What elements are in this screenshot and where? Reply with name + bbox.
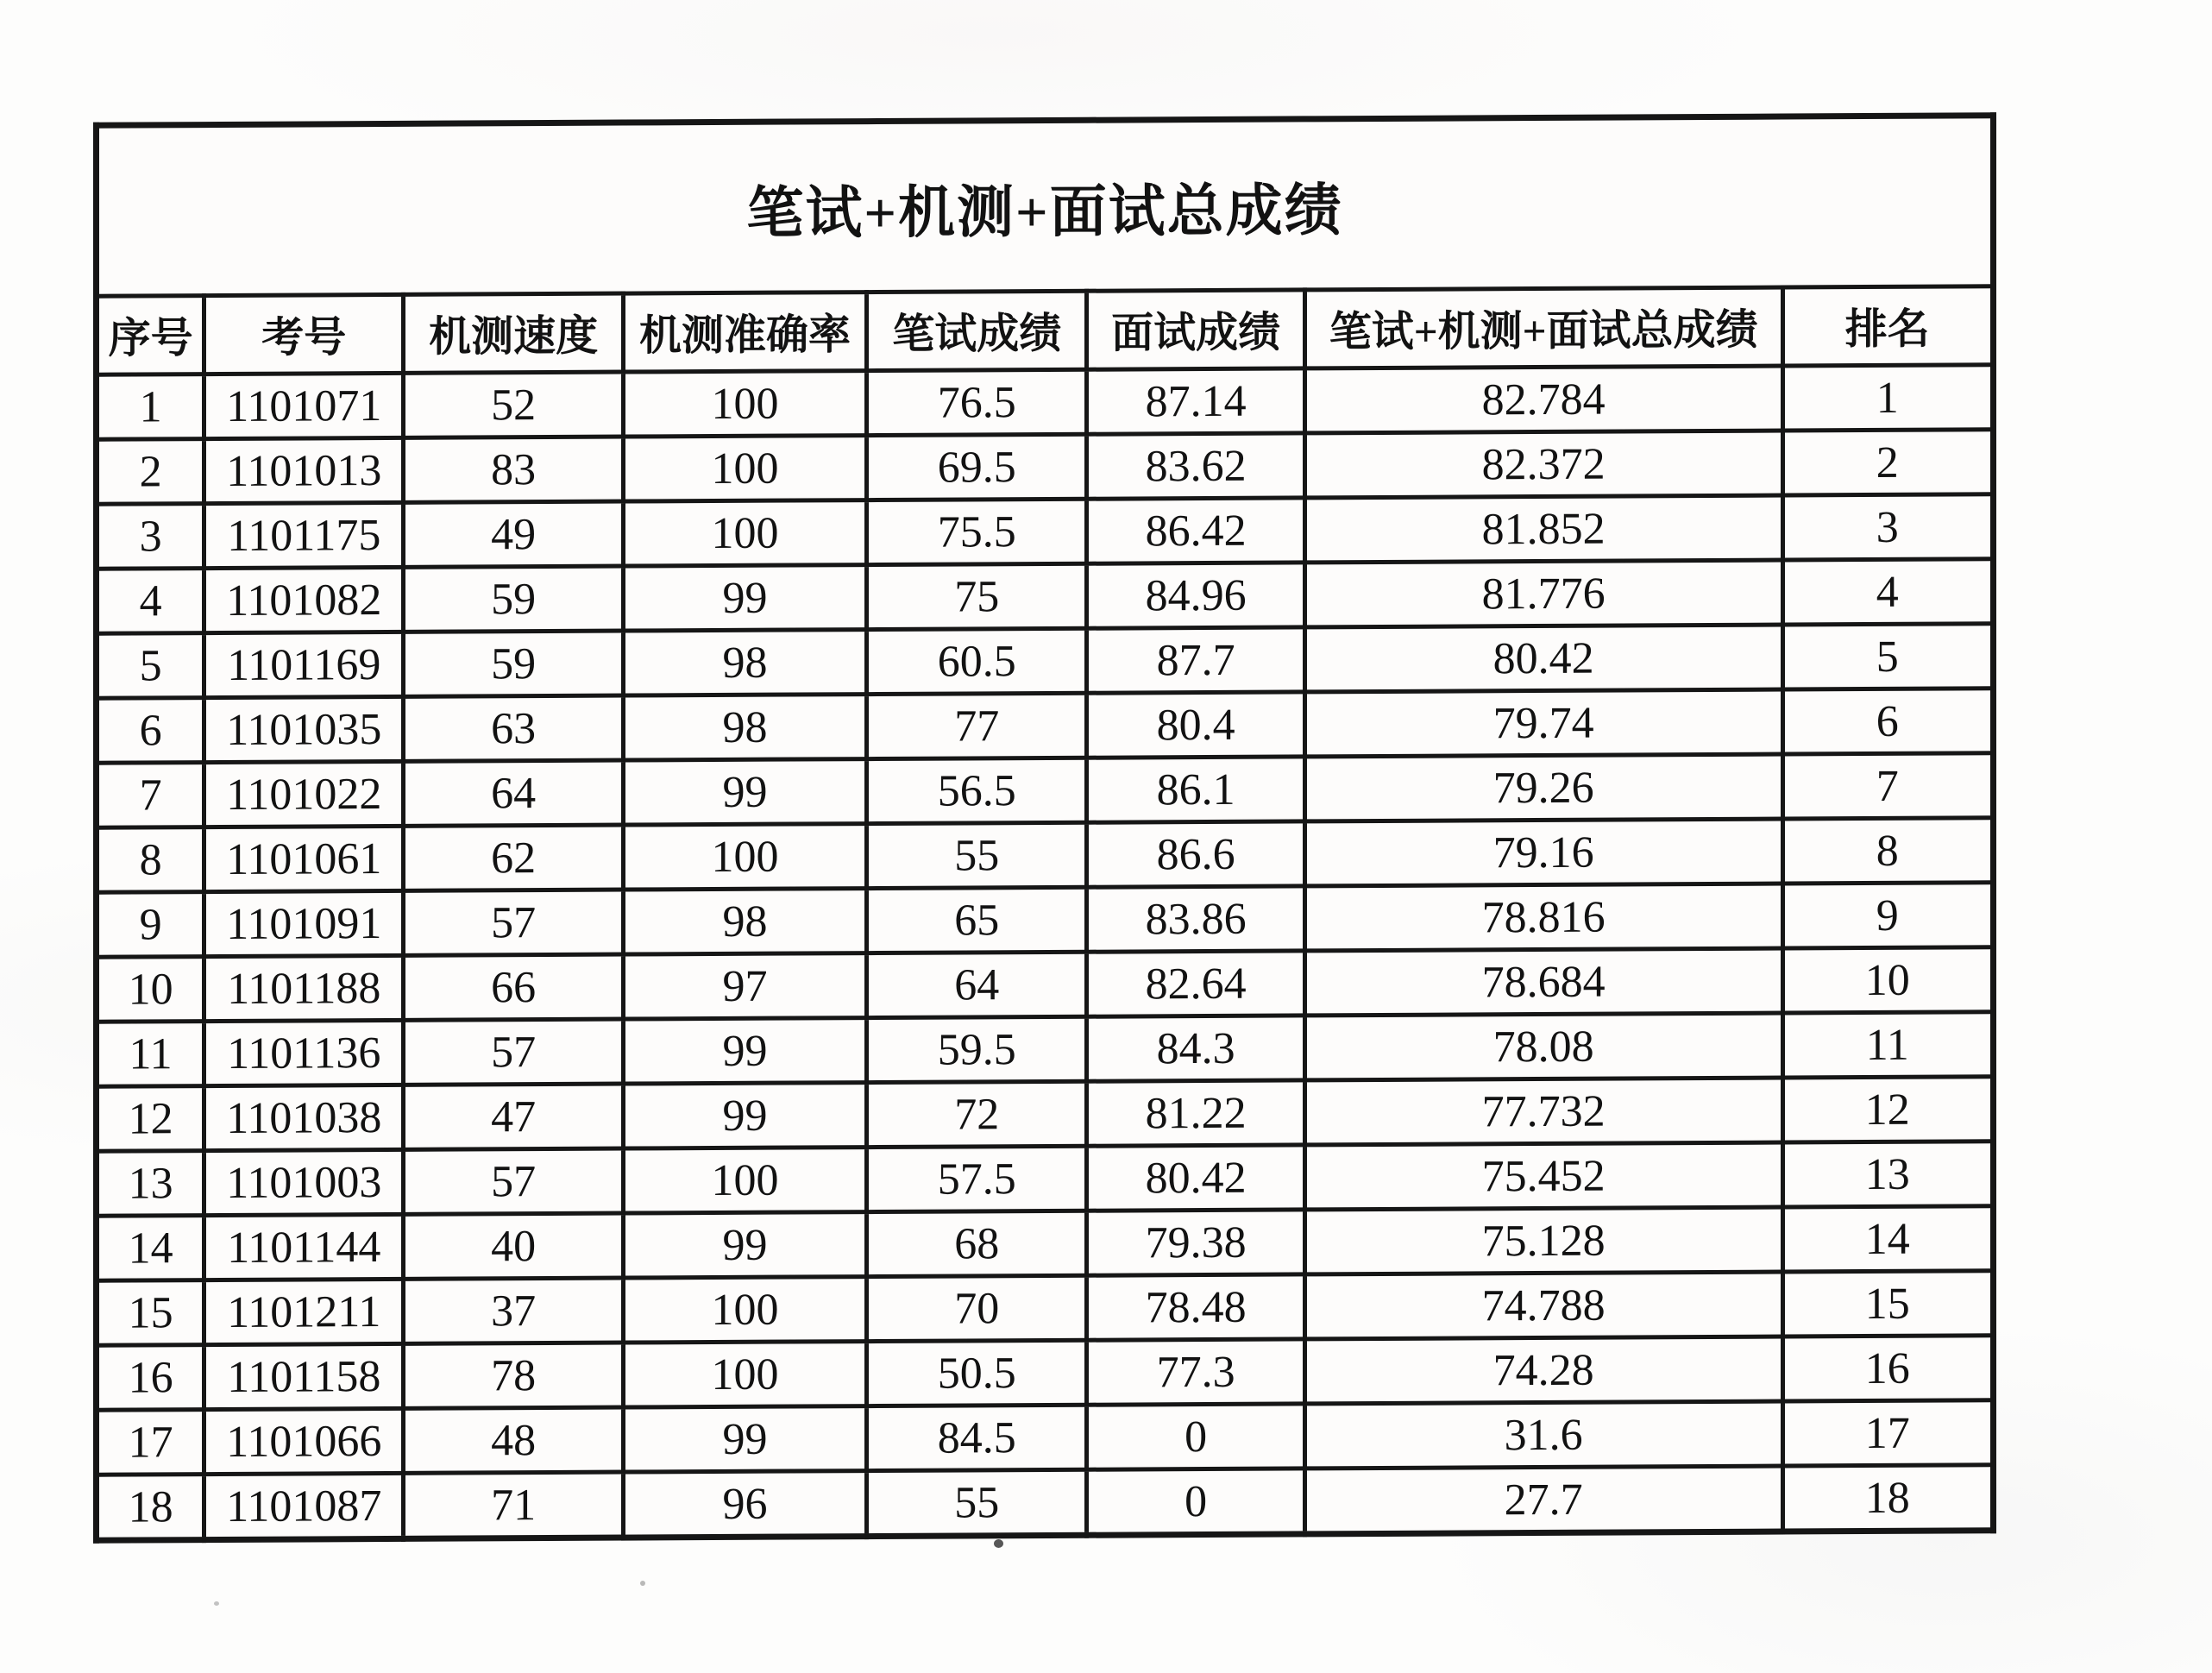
table-cell: 87.14 [1087, 368, 1304, 434]
table-cell: 16 [1782, 1336, 1993, 1401]
table-cell: 57 [404, 1019, 623, 1085]
table-cell: 2 [97, 439, 204, 505]
table-cell: 1101038 [204, 1085, 404, 1150]
table-cell: 82.784 [1304, 366, 1782, 433]
table-cell: 1101175 [204, 502, 404, 568]
table-cell: 98 [623, 695, 866, 760]
table-cell: 84.5 [867, 1405, 1087, 1470]
table-row [97, 1465, 1994, 1541]
table-row [97, 365, 1994, 440]
column-header: 面试成绩 [1087, 290, 1304, 369]
table-cell: 1 [97, 374, 204, 440]
table-cell: 78.684 [1304, 948, 1782, 1016]
table-cell: 11 [97, 1022, 204, 1087]
table-cell: 84.96 [1087, 563, 1304, 628]
table-cell: 86.42 [1087, 498, 1304, 563]
table-cell: 57 [404, 1148, 623, 1214]
table-cell: 7 [97, 763, 204, 828]
table-row [97, 624, 1994, 699]
table-cell: 100 [623, 1148, 866, 1213]
table-cell: 59 [404, 631, 623, 696]
column-header: 笔试+机测+面试总成绩 [1304, 287, 1782, 368]
table-cell: 1101188 [204, 955, 404, 1021]
table-cell: 59 [404, 566, 623, 632]
column-header: 序号 [97, 296, 204, 375]
table-cell: 83.62 [1087, 433, 1304, 499]
table-cell: 47 [404, 1084, 623, 1149]
table-cell: 78 [404, 1343, 623, 1408]
table-row [97, 883, 1994, 958]
header-row [97, 286, 1994, 375]
table-cell: 1 [1782, 365, 1993, 431]
table-cell: 1101087 [204, 1473, 404, 1539]
table-cell: 57.5 [867, 1146, 1087, 1211]
table-cell: 55 [867, 822, 1087, 888]
table-row [97, 1206, 1994, 1281]
table-cell: 97 [623, 953, 866, 1019]
table-cell: 14 [97, 1216, 204, 1281]
table-cell: 98 [623, 630, 866, 695]
table-cell: 75.452 [1304, 1142, 1782, 1210]
table-row [97, 494, 1994, 569]
table-cell: 59.5 [867, 1016, 1087, 1082]
table-cell: 71 [404, 1472, 623, 1538]
table-cell: 86.6 [1087, 821, 1304, 887]
table-cell: 1101158 [204, 1343, 404, 1409]
score-table-wrap [93, 112, 1996, 1544]
table-cell: 17 [97, 1410, 204, 1475]
table-cell: 72 [867, 1081, 1087, 1147]
ink-speck [214, 1601, 219, 1606]
table-cell: 17 [1782, 1400, 1993, 1466]
table-cell: 80.4 [1087, 692, 1304, 758]
table-cell: 99 [623, 565, 866, 631]
column-header: 机测速度 [404, 293, 623, 373]
title-row [97, 116, 1994, 297]
table-cell: 64 [867, 952, 1087, 1017]
table-row [97, 559, 1994, 634]
table-cell: 74.28 [1304, 1337, 1782, 1404]
table-cell: 100 [623, 824, 866, 890]
table-cell: 1101035 [204, 696, 404, 762]
table-cell: 80.42 [1087, 1145, 1304, 1211]
table-cell: 79.74 [1304, 689, 1782, 757]
table-cell: 40 [404, 1213, 623, 1279]
table-cell: 5 [97, 633, 204, 699]
table-row [97, 430, 1994, 505]
table-cell: 99 [623, 1018, 866, 1084]
table-cell: 75 [867, 563, 1087, 629]
table-cell: 68 [867, 1211, 1087, 1276]
table-cell: 98 [623, 889, 866, 954]
table-cell: 1101071 [204, 373, 404, 438]
table-row [97, 947, 1994, 1022]
table-row [97, 1142, 1994, 1217]
table-cell: 0 [1087, 1404, 1304, 1469]
table-cell: 60.5 [867, 628, 1087, 694]
table-cell: 63 [404, 695, 623, 761]
table-cell: 78.816 [1304, 884, 1782, 951]
table-cell: 2 [1782, 430, 1993, 495]
table-cell: 75.128 [1304, 1207, 1782, 1274]
table-cell: 3 [1782, 494, 1993, 560]
table-cell: 37 [404, 1278, 623, 1343]
table-cell: 6 [1782, 689, 1993, 754]
ink-speck [994, 1539, 1003, 1548]
table-cell: 64 [404, 760, 623, 826]
table-row [97, 1077, 1994, 1152]
table-cell: 52 [404, 372, 623, 437]
table-cell: 65 [867, 887, 1087, 953]
column-header: 排名 [1782, 286, 1993, 366]
table-cell: 82.64 [1087, 951, 1304, 1016]
table-cell: 70 [867, 1275, 1087, 1341]
table-cell: 75.5 [867, 499, 1087, 564]
table-cell: 1101003 [204, 1149, 404, 1215]
table-cell: 1101169 [204, 632, 404, 697]
table-cell: 48 [404, 1407, 623, 1473]
table-cell: 55 [867, 1469, 1087, 1536]
table-cell: 1101013 [204, 437, 404, 503]
table-cell: 83 [404, 437, 623, 502]
table-cell: 99 [623, 1406, 866, 1472]
table-cell: 31.6 [1304, 1401, 1782, 1469]
column-header: 机测准确率 [623, 292, 866, 372]
table-cell: 78.48 [1087, 1274, 1304, 1340]
table-cell: 27.7 [1304, 1466, 1782, 1534]
table-cell: 77 [867, 693, 1087, 758]
table-cell: 81.852 [1304, 495, 1782, 563]
table-cell: 1101082 [204, 567, 404, 632]
table-cell: 7 [1782, 753, 1993, 819]
table-cell: 8 [97, 827, 204, 893]
table-cell: 100 [623, 371, 866, 437]
table-cell: 3 [97, 504, 204, 569]
table-cell: 15 [97, 1280, 204, 1346]
table-cell: 15 [1782, 1271, 1993, 1337]
table-cell: 10 [97, 957, 204, 1022]
table-cell: 57 [404, 890, 623, 955]
table-cell: 14 [1782, 1206, 1993, 1272]
table-cell: 100 [623, 436, 866, 501]
table-cell: 81.22 [1087, 1080, 1304, 1146]
table-cell: 1101066 [204, 1408, 404, 1474]
ink-speck [640, 1581, 645, 1586]
table-body [97, 365, 1994, 1541]
table-cell: 74.788 [1304, 1272, 1782, 1339]
table-cell: 100 [623, 1277, 866, 1343]
table-cell: 81.776 [1304, 560, 1782, 627]
table-row [97, 689, 1994, 764]
table-cell: 10 [1782, 947, 1993, 1013]
table-cell: 11 [1782, 1012, 1993, 1078]
table-cell: 1101091 [204, 890, 404, 956]
table-cell: 62 [404, 825, 623, 890]
table-cell: 100 [623, 1342, 866, 1407]
table-cell: 12 [97, 1086, 204, 1152]
column-header: 笔试成绩 [867, 291, 1087, 370]
score-table [93, 112, 1996, 1544]
table-cell: 9 [97, 892, 204, 958]
table-cell: 1101136 [204, 1020, 404, 1085]
table-cell: 0 [1087, 1469, 1304, 1535]
table-cell: 13 [1782, 1142, 1993, 1207]
table-cell: 96 [623, 1471, 866, 1538]
table-cell: 8 [1782, 818, 1993, 884]
table-cell: 16 [97, 1345, 204, 1411]
table-cell: 49 [404, 501, 623, 567]
table-cell: 86.1 [1087, 757, 1304, 822]
table-cell: 79.38 [1087, 1210, 1304, 1275]
table-cell: 18 [1782, 1465, 1993, 1531]
table-row [97, 1271, 1994, 1346]
table-cell: 87.7 [1087, 627, 1304, 693]
table-cell: 76.5 [867, 369, 1087, 435]
table-row [97, 1012, 1994, 1087]
table-cell: 99 [623, 1212, 866, 1278]
table-cell: 4 [97, 569, 204, 634]
table-cell: 1101144 [204, 1214, 404, 1280]
table-cell: 69.5 [867, 434, 1087, 500]
table-cell: 13 [97, 1151, 204, 1217]
table-title: 笔试+机测+面试总成绩 [97, 116, 1994, 297]
table-cell: 78.08 [1304, 1013, 1782, 1080]
column-header: 考号 [204, 294, 404, 374]
table-row [97, 1336, 1994, 1411]
table-cell: 99 [623, 1083, 866, 1148]
table-cell: 82.372 [1304, 431, 1782, 498]
table-cell: 50.5 [867, 1340, 1087, 1406]
table-cell: 18 [97, 1475, 204, 1541]
table-cell: 99 [623, 759, 866, 825]
table-cell: 80.42 [1304, 625, 1782, 692]
table-cell: 6 [97, 698, 204, 764]
table-cell: 79.26 [1304, 754, 1782, 821]
table-cell: 83.86 [1087, 886, 1304, 952]
table-cell: 84.3 [1087, 1016, 1304, 1081]
table-cell: 79.16 [1304, 819, 1782, 886]
table-row [97, 818, 1994, 893]
table-cell: 77.3 [1087, 1339, 1304, 1405]
table-cell: 77.732 [1304, 1078, 1782, 1145]
table-cell: 1101022 [204, 761, 404, 827]
table-cell: 1101061 [204, 826, 404, 891]
table-cell: 9 [1782, 883, 1993, 948]
table-cell: 100 [623, 500, 866, 566]
table-cell: 56.5 [867, 758, 1087, 823]
table-row [97, 753, 1994, 828]
table-cell: 5 [1782, 624, 1993, 689]
table-row [97, 1400, 1994, 1475]
table-cell: 66 [404, 954, 623, 1020]
table-cell: 12 [1782, 1077, 1993, 1142]
table-cell: 4 [1782, 559, 1993, 625]
table-cell: 1101211 [204, 1279, 404, 1344]
